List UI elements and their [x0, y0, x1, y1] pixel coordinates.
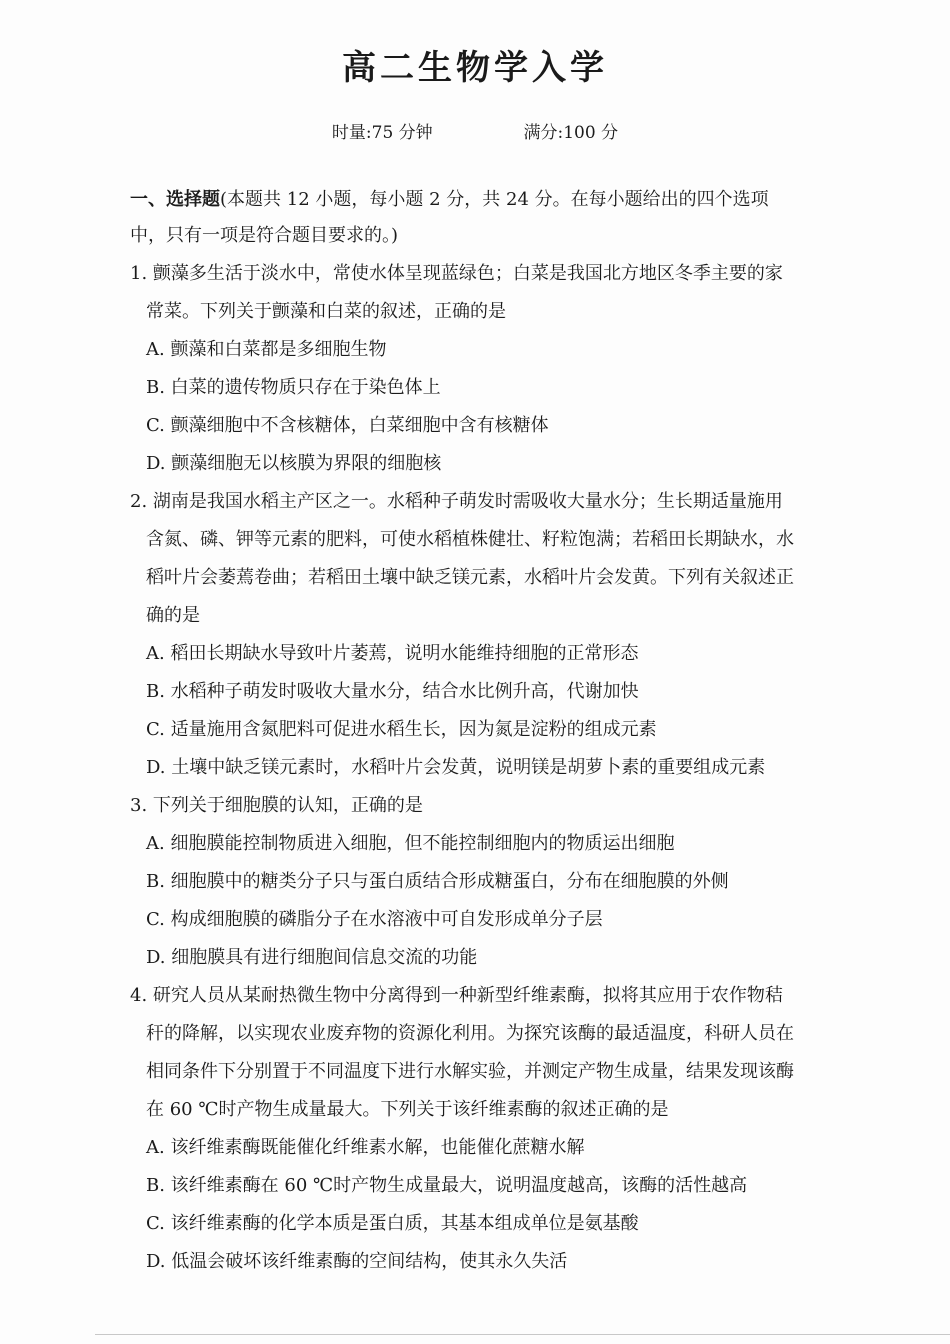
option-d: D. 低温会破坏该纤维素酶的空间结构，使其永久失活 [146, 1251, 568, 1272]
exam-meta [0, 118, 950, 143]
question-stem: 4. 研究人员从某耐热微生物中分离得到一种新型纤维素酶，拟将其应用于农作物秸秆的降解，以实现农业废弃物的资源化利用。为探究该酶的最适温度，科研人员在相同条件下分别置于不同温度下进行水解实验，并测定产物生成量，结果发现该酶在 60 ℃时产物生成量最大。下列关于该纤维素酶的叙述正确的是 [130, 985, 794, 1120]
section-instruction: (本题共 12 小题，每小题 2 分，共 24 分。在每小题给出的四个选项中，只有一项是符合题目要求的。) [130, 189, 769, 246]
question-4 [130, 977, 800, 1281]
question-1 [130, 255, 800, 483]
option-d: D. 颤藻细胞无以核膜为界限的细胞核 [146, 453, 442, 474]
exam-title: 高二生物学入学 [342, 48, 608, 88]
option-b: B. 该纤维素酶在 60 ℃时产物生成量最大，说明温度越高，该酶的活性越高 [146, 1175, 748, 1196]
question-stem: 2. 湖南是我国水稻主产区之一。水稻种子萌发时需吸收大量水分；生长期适量施用含氮、磷、钾等元素的肥料，可使水稻植株健壮、籽粒饱满；若稻田长期缺水，水稻叶片会萎蔫卷曲；若稻田土壤中缺乏镁元素，水稻叶片会发黄。下列有关叙述正确的是 [130, 491, 794, 626]
option-c: C. 该纤维素酶的化学本质是蛋白质，其基本组成单位是氨基酸 [146, 1213, 639, 1234]
question-3 [130, 787, 800, 977]
option-b: B. 水稻种子萌发时吸收大量水分，结合水比例升高，代谢加快 [146, 681, 639, 702]
exam-time: 时量:75 分钟 [331, 123, 433, 143]
option-a: A. 该纤维素酶既能催化纤维素水解，也能催化蔗糖水解 [146, 1137, 585, 1158]
option-a: A. 稻田长期缺水导致叶片萎蔫，说明水能维持细胞的正常形态 [146, 643, 639, 664]
exam-score: 满分:100 分 [523, 123, 619, 143]
option-c: C. 适量施用含氮肥料可促进水稻生长，因为氮是淀粉的组成元素 [146, 719, 657, 740]
option-a: A. 细胞膜能控制物质进入细胞，但不能控制细胞内的物质运出细胞 [146, 833, 675, 854]
question-list [130, 255, 800, 1281]
question-2 [130, 483, 800, 787]
section-heading: 一、选择题 [130, 189, 220, 210]
page-bottom-rule [95, 1334, 950, 1335]
option-a: A. 颤藻和白菜都是多细胞生物 [146, 339, 387, 360]
option-b: B. 白菜的遗传物质只存在于染色体上 [146, 377, 441, 398]
option-c: C. 构成细胞膜的磷脂分子在水溶液中可自发形成单分子层 [146, 909, 603, 930]
option-d: D. 细胞膜具有进行细胞间信息交流的功能 [146, 947, 478, 968]
option-d: D. 土壤中缺乏镁元素时，水稻叶片会发黄，说明镁是胡萝卜素的重要组成元素 [146, 757, 766, 778]
question-stem: 1. 颤藻多生活于淡水中，常使水体呈现蓝绿色；白菜是我国北方地区冬季主要的家常菜。下列关于颤藻和白菜的叙述，正确的是 [130, 263, 783, 322]
option-b: B. 细胞膜中的糖类分子只与蛋白质结合形成糖蛋白，分布在细胞膜的外侧 [146, 871, 729, 892]
option-c: C. 颤藻细胞中不含核糖体，白菜细胞中含有核糖体 [146, 415, 549, 436]
question-stem: 3. 下列关于细胞膜的认知，正确的是 [130, 795, 423, 816]
section-header [130, 182, 800, 254]
